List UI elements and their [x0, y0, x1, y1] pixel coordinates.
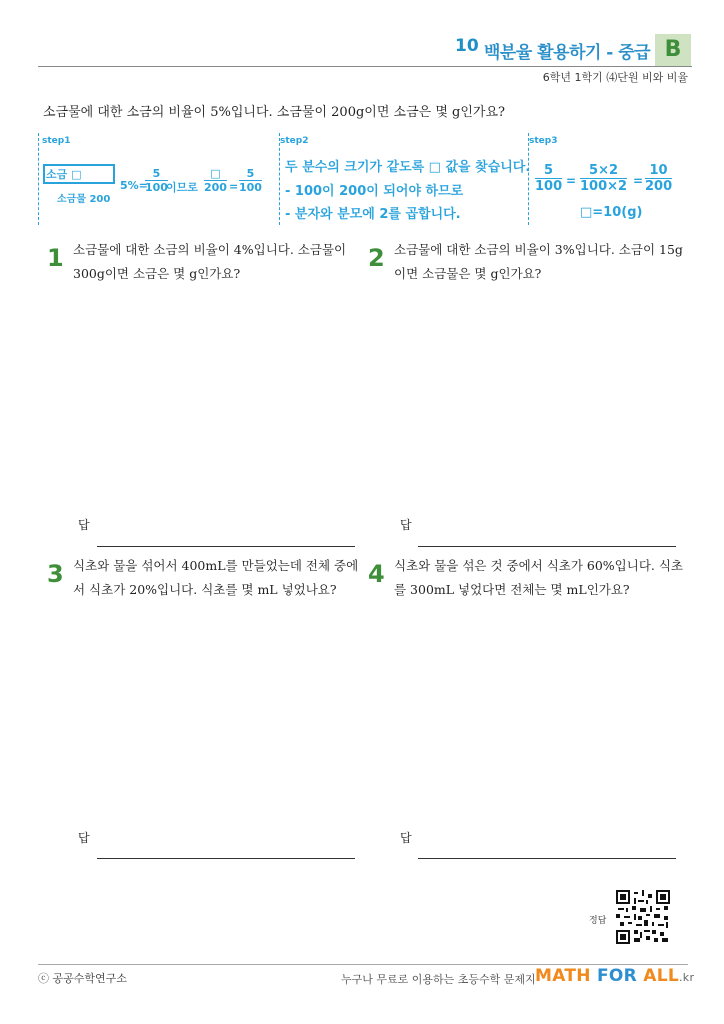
imro-label: 이므로: [166, 181, 198, 194]
brand-all: ALL: [643, 966, 680, 986]
unit-number: 10: [455, 36, 479, 56]
step1-fraction-a: [145, 167, 168, 194]
page-subtitle: 6학년 1학기 ⑷단원 비와 비율: [542, 71, 688, 84]
denominator: 100: [535, 179, 563, 194]
denominator: 100×2: [580, 179, 628, 194]
step1-left-divider: [38, 133, 39, 225]
answer-label: 답: [400, 831, 412, 845]
saltwater-label: 소금물 200: [57, 194, 111, 205]
question-number: 1: [47, 244, 64, 272]
numerator: 10: [645, 163, 672, 179]
step1-fraction-b: [204, 167, 227, 194]
step2-line-3: - 분자와 분모에 2를 곱합니다.: [285, 207, 461, 222]
question-number: 4: [368, 560, 385, 588]
answer-label: 답: [78, 831, 90, 845]
footer-divider: [38, 964, 688, 965]
question-number: 3: [47, 560, 64, 588]
equals-sign: =: [566, 174, 577, 188]
step3-label: step3: [529, 136, 558, 146]
step3-fraction-c: [645, 163, 672, 194]
question-number: 2: [368, 244, 385, 272]
answer-line[interactable]: [97, 546, 355, 547]
denominator: 200: [645, 179, 673, 194]
qr-label: 정답: [589, 916, 607, 926]
denominator: 100: [239, 181, 262, 194]
answer-line[interactable]: [418, 858, 676, 859]
level-badge: B: [655, 34, 691, 66]
denominator: 200: [204, 181, 227, 194]
answer-line[interactable]: [418, 546, 676, 547]
question-text: 식초와 물을 섞어서 400mL를 만들었는데 전체 중에서 식초가 20%입니다. 식초를 몇 mL 넣었나요?: [73, 558, 359, 597]
header-divider: [38, 66, 692, 67]
copyright: ⓒ 공공수학연구소: [38, 972, 127, 985]
equals-sign: =: [633, 174, 644, 188]
step3-answer: □=10(g): [580, 205, 643, 220]
answer-label: 답: [400, 518, 412, 532]
brand-logo[interactable]: [535, 966, 694, 986]
footer-tagline: 누구나 무료로 이용하는 초등수학 문제지: [341, 973, 536, 986]
question-text: 소금물에 대한 소금의 비율이 3%입니다. 소금이 15g이면 소금물은 몇 g인가요?: [394, 242, 683, 281]
brand-math: MATH: [535, 966, 591, 986]
numerator: 5×2: [580, 163, 627, 179]
step1-fraction-c: [239, 167, 262, 194]
step2-label: step2: [280, 136, 309, 146]
answer-label: 답: [78, 518, 90, 532]
brand-for: FOR: [597, 966, 638, 986]
numerator: 5: [239, 167, 262, 181]
brand-kr: .kr: [679, 971, 695, 984]
question-text: 식초와 물을 섞은 것 중에서 식초가 60%입니다. 식초를 300mL 넣었다면 전체는 몇 mL인가요?: [394, 558, 683, 597]
step1-label: step1: [42, 136, 71, 146]
percent-label: 5%=: [120, 179, 148, 192]
step3-fraction-a: [535, 163, 562, 194]
denominator: 100: [145, 181, 168, 194]
salt-label: 소금 □: [46, 168, 82, 181]
page-title: 백분율 활용하기 - 중급: [484, 43, 651, 63]
numerator: 5: [535, 163, 562, 179]
equals-sign: =: [229, 180, 239, 193]
intro-problem: 소금물에 대한 소금의 비율이 5%입니다. 소금물이 200g이면 소금은 몇 g인가요?: [43, 105, 505, 120]
numerator: □: [204, 167, 227, 181]
step2-line-1: 두 분수의 크기가 같도록 □ 값을 찾습니다.: [285, 160, 531, 175]
answer-line[interactable]: [97, 858, 355, 859]
numerator: 5: [145, 167, 168, 181]
step2-line-2: - 100이 200이 되어야 하므로: [285, 184, 464, 199]
question-text: 소금물에 대한 소금의 비율이 4%입니다. 소금물이 300g이면 소금은 몇 g인가요?: [73, 242, 347, 281]
qr-code-icon[interactable]: [616, 890, 670, 944]
step3-fraction-b: [580, 163, 627, 194]
